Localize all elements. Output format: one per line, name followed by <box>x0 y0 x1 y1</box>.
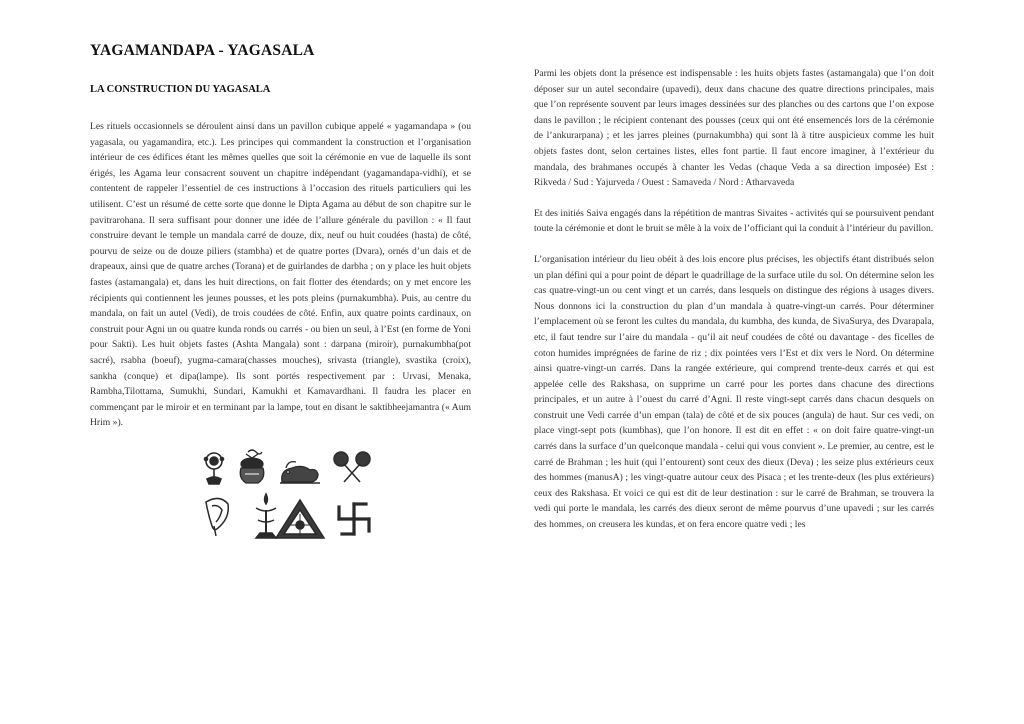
triangle-icon <box>276 500 324 538</box>
lamp-icon <box>256 494 276 538</box>
section-title: LA CONSTRUCTION DU YAGASALA <box>90 84 271 95</box>
conch-icon <box>206 498 228 536</box>
right-paragraph-1: Parmi les objets dont la présence est indispensable : les huits objets fastes (astamangala) que l’on doit déposer sur un autel secondaire (upavedi), deux dans chacune des quatre directions principales, mais que l’on représente souvent par leurs images dessinées sur des planches ou des cartons que l’on expose dans le pavillon ; le récipient contenant des pousses (ceux qui ont été ensemencés lors de la cérémonie de l’ankurarpana) ; et les jarres pleines (purnakumbha) qui sont là à titre auspicieux comme les huit objets fastes dont, selon certaines listes, elles font partie. Il faut encore imaginer, à l’extérieur du mandala, des brahmanes occupés à chanter les Vedas (chaque Veda a sa direction imposée) Est : Rikveda / Sud : Yajurveda / Ouest : Samaveda / Nord : Atharvaveda <box>534 68 934 189</box>
bull-icon <box>280 462 320 483</box>
right-paragraph-3: L’organisation intérieur du lieu obéit à des lois encore plus précises, les objectifs étant distribués selon un plan défini qui a pour point de départ le quadrillage de la surface utile du sol. On détermine selon les cas quatre-vingt-un ou cent vingt et un carrés, dans lesquels on distingue des régions à usages divers. Nous donnons ici la construction du plan d’un mandala à quatre-vingt-un carrés. Pour déterminer l’emplacement où se feront les cultes du mandala, du kumbha, des kunda, de SivaSurya, des Dvarapala, etc, il faut tendre sur l’aire du mandala - qu’il ait neuf coudées de côté ou davantage - des ficelles de coton humides imprégnées de farine de riz ; dix pointées vers l’Est et dix vers le Nord. On détermine ainsi quatre-vingt-un carrés. Dans la rangée extérieure, qui comprend trente-deux carrés et qui est appelée celle des Rakshasa, on supprime un carré pour les portes dans chacune des directions principales, et un autre à l’ouest du carré d’Agni. Il reste vingt-sept carrés dans chacun desquels on construit une Vedi carrée d’un empan (tala) de côté et de six pouces (angula) de haut. Sur ces vedi, on place vingt-sept pots (kumbhas), que l’on honore. Il est dit en effet : « on doit faire quatre-vingt-un carrés dans la surface d’un quelconque mandala - celui qui vous convient ». Le premier, au centre, est le carré de Brahman ; les huit (qui l’entourent) sont ceux des dieux (Deva) ; les seize plus extérieurs ceux des hommes (manusA) ; les vingt-quatre autour ceux des Pisaca ; et les trente-deux (les plus extérieurs) ceux des Rakshasa. Et voici ce qui est dit de leur destination : sur le carré de Brahman, se trouvera la vedi qui porte le mandala, les carrés des dieux seront de même pourvus d’une upavedi ; sur les carrés des hommes, on creusera les kundas, et on fera encore quatre vedi ; les <box>534 253 934 531</box>
mirror-icon <box>205 453 224 484</box>
left-column <box>90 119 471 431</box>
left-paragraph-1: Les rituels occasionnels se déroulent ainsi dans un pavillon cubique appelé « yagamandapa » (ou yagasala, ou yagamandira, etc.). Les principes qui commandent la construction et l’organisation intérieur de ces édifices étant les mêmes quelles que soit la cérémonie en vue de laquelle ils sont érigés, les Agama leur consacrent souvent un chapitre indépendant (yagamandapa-vidhi), et se contentent de rappeler l’essentiel de ces instructions à l’occasion des rituels particuliers qui les utilisent. C’est un résumé de cette sorte que donne le Dipta Agama au début de son chapitre sur le pavitrarohana. Il sera suffisant pour donner une idée de l’allure générale du pavillon : « Il faut construire devant le temple un mandala carré de douze, dix, neuf ou huit coudées (hasta) de côté, pourvu de seize ou de douze piliers (stambha) et de quatre portes (Dvara), ornés d’un dais et de drapeaux, ainsi que de quatre arches (Torana) et de guirlandes de darbha ; on y place les huit objets fastes (astamangala) et, dans les huit directions, on fait flotter des étendards; on y met encore les récipients qui contiennent les jeunes pousses, et les pots pleins (purnakumbha). Puis, au centre du mandala, on fait un autel (Vedi), de trois coudées de côté. Enfin, aux quatre points cardinaux, on construit pour Agni un ou quatre kunda ronds ou carrés - ou bien un seul, à l’Est (en forme de Yoni pour Sakti). Les huit objets fastes (Ashta Mangala) sont : darpana (miroir), purnakumbha(pot sacré), rsabha (boeuf), yugma-camara(chasses mouches), srivasta (triangle), svastika (croix), sankha (conque) et dipa(lampe). Ils sont portés respectivement par : Urvasi, Menaka, Rambha,Tilottama, Sumukhi, Sundari, Kamukhi et Kamavardhani. Il faudra les placer en commençant par le miroir et en terminant par la lampe, tout en disant le saktibheejamantra (« Aum Hrim »). <box>90 121 471 429</box>
right-column <box>534 66 934 533</box>
chasses-mouches-icon <box>334 452 370 482</box>
right-paragraph-2: Et des initiés Saiva engagés dans la répétition de mantras Sivaites - activités qui se poursuivent pendant toute la cérémonie et dont le bruit se mêle à la voix de l’officiant qui la conduit à l’intérieur du pavillon. <box>534 207 934 235</box>
purnakumbha-icon <box>240 450 264 483</box>
document-title: YAGAMANDAPA - YAGASALA <box>90 42 315 59</box>
astamangala-illustration <box>200 448 385 546</box>
swastika-icon <box>339 504 369 534</box>
